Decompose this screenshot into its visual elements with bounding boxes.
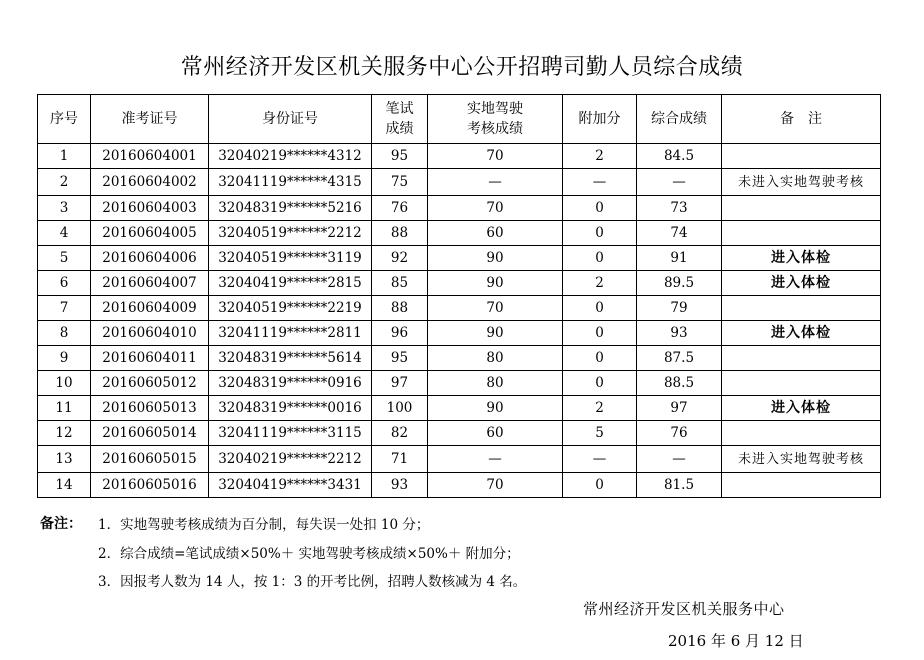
table-row xyxy=(38,271,881,296)
cell-bonus: 2 xyxy=(563,271,637,296)
cell-id: 32048319******5216 xyxy=(209,196,372,221)
cell-remark: 未进入实地驾驶考核 xyxy=(722,169,881,196)
cell-seq: 14 xyxy=(38,473,91,498)
cell-ticket: 20160605014 xyxy=(91,421,209,446)
cell-total: 76 xyxy=(637,421,722,446)
cell-seq: 10 xyxy=(38,371,91,396)
table-row xyxy=(38,371,881,396)
cell-id: 32041119******3115 xyxy=(209,421,372,446)
results-table xyxy=(37,94,881,498)
cell-driving: 90 xyxy=(428,271,563,296)
cell-seq: 3 xyxy=(38,196,91,221)
cell-written: 88 xyxy=(372,296,428,321)
table-row xyxy=(38,321,881,346)
header-driving-line2: 考核成绩 xyxy=(467,121,523,137)
cell-id: 32040519******3119 xyxy=(209,246,372,271)
cell-total: 89.5 xyxy=(637,271,722,296)
cell-id: 32040419******2815 xyxy=(209,271,372,296)
cell-driving: — xyxy=(428,169,563,196)
cell-written: 100 xyxy=(372,396,428,421)
header-written xyxy=(372,95,428,144)
cell-total: 88.5 xyxy=(637,371,722,396)
cell-remark xyxy=(722,144,881,169)
cell-total: 81.5 xyxy=(637,473,722,498)
table-body xyxy=(38,144,881,498)
cell-ticket: 20160605012 xyxy=(91,371,209,396)
cell-seq: 2 xyxy=(38,169,91,196)
cell-bonus: 0 xyxy=(563,321,637,346)
cell-total: 73 xyxy=(637,196,722,221)
cell-remark: 进入体检 xyxy=(722,271,881,296)
cell-ticket: 20160605016 xyxy=(91,473,209,498)
cell-driving: 60 xyxy=(428,221,563,246)
cell-total: 97 xyxy=(637,396,722,421)
cell-remark: 进入体检 xyxy=(722,321,881,346)
cell-ticket: 20160604001 xyxy=(91,144,209,169)
cell-written: 95 xyxy=(372,144,428,169)
cell-id: 32040219******4312 xyxy=(209,144,372,169)
table-row xyxy=(38,421,881,446)
header-driving-line1: 实地驾驶 xyxy=(467,101,523,117)
cell-bonus: 0 xyxy=(563,371,637,396)
cell-written: 85 xyxy=(372,271,428,296)
cell-seq: 8 xyxy=(38,321,91,346)
cell-bonus: 0 xyxy=(563,296,637,321)
cell-ticket: 20160604006 xyxy=(91,246,209,271)
cell-id: 32048319******5614 xyxy=(209,346,372,371)
cell-seq: 6 xyxy=(38,271,91,296)
cell-id: 32041119******2811 xyxy=(209,321,372,346)
cell-remark xyxy=(722,296,881,321)
cell-driving: 70 xyxy=(428,296,563,321)
header-ticket: 准考证号 xyxy=(91,95,209,144)
cell-bonus: — xyxy=(563,169,637,196)
table-row xyxy=(38,346,881,371)
header-total: 综合成绩 xyxy=(637,95,722,144)
table-row xyxy=(38,396,881,421)
cell-driving: 80 xyxy=(428,346,563,371)
cell-written: 96 xyxy=(372,321,428,346)
cell-remark xyxy=(722,473,881,498)
cell-bonus: 5 xyxy=(563,421,637,446)
cell-written: 76 xyxy=(372,196,428,221)
cell-ticket: 20160604007 xyxy=(91,271,209,296)
cell-ticket: 20160605013 xyxy=(91,396,209,421)
cell-written: 95 xyxy=(372,346,428,371)
cell-id: 32048319******0016 xyxy=(209,396,372,421)
cell-ticket: 20160604003 xyxy=(91,196,209,221)
cell-driving: 80 xyxy=(428,371,563,396)
cell-ticket: 20160604002 xyxy=(91,169,209,196)
table-row xyxy=(38,144,881,169)
cell-total: 87.5 xyxy=(637,346,722,371)
cell-remark: 进入体检 xyxy=(722,246,881,271)
cell-total: 79 xyxy=(637,296,722,321)
cell-bonus: 0 xyxy=(563,346,637,371)
header-row xyxy=(38,95,881,144)
header-written-line2: 成绩 xyxy=(385,121,414,137)
header-seq: 序号 xyxy=(38,95,91,144)
cell-remark xyxy=(722,221,881,246)
cell-id: 32040519******2212 xyxy=(209,221,372,246)
table-row xyxy=(38,473,881,498)
cell-bonus: 0 xyxy=(563,246,637,271)
cell-driving: 90 xyxy=(428,396,563,421)
cell-remark xyxy=(722,346,881,371)
cell-driving: 90 xyxy=(428,246,563,271)
cell-id: 32041119******4315 xyxy=(209,169,372,196)
cell-driving: — xyxy=(428,446,563,473)
cell-seq: 9 xyxy=(38,346,91,371)
cell-id: 32040519******2219 xyxy=(209,296,372,321)
cell-written: 93 xyxy=(372,473,428,498)
cell-written: 82 xyxy=(372,421,428,446)
cell-bonus: — xyxy=(563,446,637,473)
table-row xyxy=(38,169,881,196)
notes-label: 备注： xyxy=(40,516,82,532)
cell-ticket: 20160604005 xyxy=(91,221,209,246)
cell-seq: 13 xyxy=(38,446,91,473)
cell-total: — xyxy=(637,446,722,473)
cell-driving: 90 xyxy=(428,321,563,346)
cell-bonus: 2 xyxy=(563,144,637,169)
cell-id: 32040219******2212 xyxy=(209,446,372,473)
cell-written: 75 xyxy=(372,169,428,196)
issuing-organization: 常州经济开发区机关服务中心 xyxy=(583,600,785,618)
header-bonus: 附加分 xyxy=(563,95,637,144)
table-row xyxy=(38,246,881,271)
cell-ticket: 20160604011 xyxy=(91,346,209,371)
table-row xyxy=(38,221,881,246)
cell-remark xyxy=(722,421,881,446)
cell-driving: 70 xyxy=(428,144,563,169)
cell-id: 32048319******0916 xyxy=(209,371,372,396)
cell-total: 93 xyxy=(637,321,722,346)
cell-total: 74 xyxy=(637,221,722,246)
cell-bonus: 2 xyxy=(563,396,637,421)
table-row xyxy=(38,196,881,221)
cell-bonus: 0 xyxy=(563,473,637,498)
note-item-2: 2．综合成绩=笔试成绩×50%＋ 实地驾驶考核成绩×50%＋ 附加分； xyxy=(98,546,520,562)
header-written-line1: 笔试 xyxy=(385,101,414,117)
cell-ticket: 20160604010 xyxy=(91,321,209,346)
cell-seq: 5 xyxy=(38,246,91,271)
header-driving xyxy=(428,95,563,144)
cell-seq: 7 xyxy=(38,296,91,321)
table-row xyxy=(38,296,881,321)
cell-written: 88 xyxy=(372,221,428,246)
cell-ticket: 20160605015 xyxy=(91,446,209,473)
cell-written: 97 xyxy=(372,371,428,396)
note-item-3: 3．因报考人数为 14 人，按 1：3 的开考比例，招聘人数核减为 4 名。 xyxy=(98,574,527,590)
cell-remark: 进入体检 xyxy=(722,396,881,421)
header-id: 身份证号 xyxy=(209,95,372,144)
cell-driving: 60 xyxy=(428,421,563,446)
cell-seq: 1 xyxy=(38,144,91,169)
cell-total: 91 xyxy=(637,246,722,271)
cell-remark xyxy=(722,196,881,221)
cell-bonus: 0 xyxy=(563,196,637,221)
cell-remark xyxy=(722,371,881,396)
header-remark: 备 注 xyxy=(722,95,881,144)
cell-seq: 12 xyxy=(38,421,91,446)
cell-written: 71 xyxy=(372,446,428,473)
cell-driving: 70 xyxy=(428,473,563,498)
cell-driving: 70 xyxy=(428,196,563,221)
page-title: 常州经济开发区机关服务中心公开招聘司勤人员综合成绩 xyxy=(180,55,744,80)
cell-ticket: 20160604009 xyxy=(91,296,209,321)
cell-seq: 11 xyxy=(38,396,91,421)
table-row xyxy=(38,446,881,473)
issue-date: 2016 年 6 月 12 日 xyxy=(668,632,804,650)
note-item-1: 1．实地驾驶考核成绩为百分制，每失误一处扣 10 分； xyxy=(98,517,430,533)
cell-bonus: 0 xyxy=(563,221,637,246)
cell-total: — xyxy=(637,169,722,196)
cell-written: 92 xyxy=(372,246,428,271)
cell-id: 32040419******3431 xyxy=(209,473,372,498)
cell-remark: 未进入实地驾驶考核 xyxy=(722,446,881,473)
cell-seq: 4 xyxy=(38,221,91,246)
cell-total: 84.5 xyxy=(637,144,722,169)
